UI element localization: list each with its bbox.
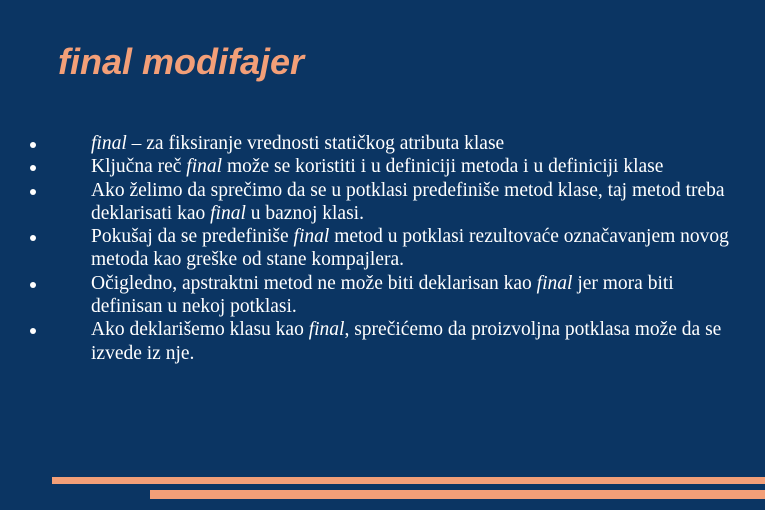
keyword-final: final bbox=[308, 319, 345, 341]
bullet-text: u baznoj klasi. bbox=[245, 202, 364, 224]
keyword-final: final bbox=[186, 156, 223, 178]
bullet-text: Očigledno, apstraktni metod ne može biti deklarisan kao bbox=[91, 272, 537, 294]
bullet-dot-icon bbox=[30, 282, 36, 288]
bullet-dot-icon bbox=[30, 189, 36, 195]
bullet-text: može se koristiti i u definiciji metoda i u definiciji klase bbox=[222, 156, 664, 178]
bullet-text: – za fiksiranje vrednosti statičkog atributa klase bbox=[126, 133, 505, 154]
bullet-dot-icon bbox=[30, 328, 36, 334]
bullet-item bbox=[30, 155, 730, 178]
keyword-final: final bbox=[293, 226, 330, 248]
bullet-text: metod u potklasi rezultovaće označavanjem novog metoda kao greške od stane kompajlera. bbox=[91, 226, 729, 271]
bullet-dot-icon bbox=[30, 235, 36, 241]
bullet-text: jer mora biti definisan u nekoj potklasi. bbox=[91, 272, 674, 318]
bullet-dot-icon bbox=[30, 165, 36, 171]
bullet-item bbox=[30, 225, 730, 272]
keyword-final: final bbox=[210, 202, 246, 224]
slide-title: final modifajer bbox=[58, 41, 305, 82]
bullet-item bbox=[30, 272, 730, 319]
keyword-final: final bbox=[91, 133, 127, 154]
bullet-text: , sprečićemo da proizvoljna potklasa može da se izvede iz nje. bbox=[91, 319, 722, 364]
bullet-item bbox=[30, 179, 730, 226]
bullet-text: Ako deklarišemo klasu kao bbox=[91, 319, 309, 341]
accent-bar-bottom bbox=[150, 490, 765, 499]
bullet-list bbox=[30, 132, 730, 365]
bullet-item bbox=[30, 132, 730, 155]
bullet-item bbox=[30, 318, 730, 365]
keyword-final: final bbox=[536, 272, 573, 294]
bullet-text: Ključna reč bbox=[91, 156, 187, 178]
bullet-text: Pokušaj da se predefiniše bbox=[91, 226, 294, 248]
bullet-text: Ako želimo da sprečimo da se u potklasi predefiniše metod klase, taj metod treba deklarisati kao bbox=[91, 179, 725, 224]
bullet-dot-icon bbox=[30, 142, 36, 148]
accent-bar-top bbox=[52, 477, 765, 484]
